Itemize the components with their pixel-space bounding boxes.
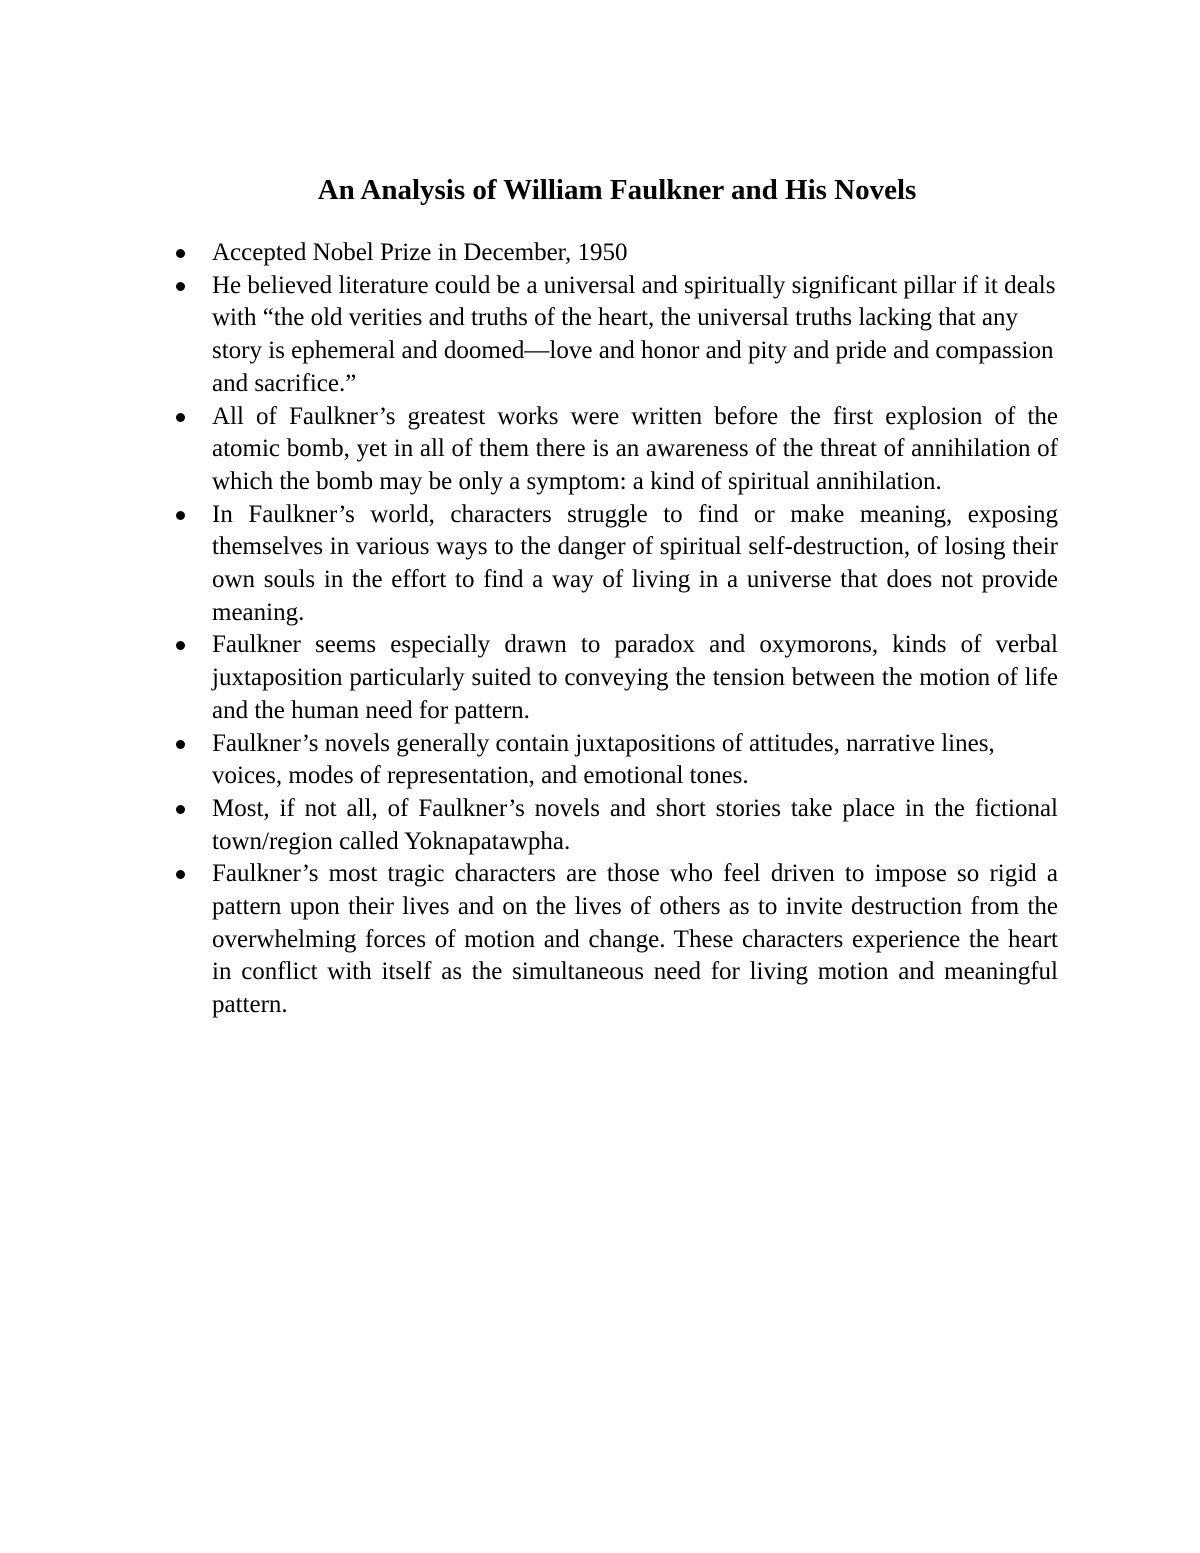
bullet-icon bbox=[176, 641, 185, 650]
bullet-icon bbox=[176, 870, 185, 879]
bullet-list bbox=[174, 237, 1058, 1022]
bullet-text: Accepted Nobel Prize in December, 1950 bbox=[212, 239, 628, 266]
bullet-item bbox=[174, 270, 1058, 401]
bullet-item bbox=[174, 499, 1058, 630]
bullet-text: Most, if not all, of Faulkner’s novels and short stories take place in the fictional town/region called Yoknapatawpha. bbox=[212, 794, 1058, 855]
bullet-icon bbox=[176, 805, 185, 814]
bullet-icon bbox=[176, 282, 185, 291]
bullet-icon bbox=[176, 511, 185, 520]
bullet-item bbox=[174, 629, 1058, 727]
bullet-item bbox=[174, 793, 1058, 858]
bullet-icon bbox=[176, 740, 185, 749]
document-title: An Analysis of William Faulkner and His Novels bbox=[317, 174, 917, 206]
bullet-item bbox=[174, 237, 1058, 270]
bullet-item bbox=[174, 401, 1058, 499]
bullet-text: Faulkner’s novels generally contain juxtapositions of attitudes, narrative lines, voices, modes of representation, and emotional tones. bbox=[212, 729, 995, 790]
bullet-icon bbox=[176, 413, 185, 422]
bullet-text: All of Faulkner’s greatest works were written before the first explosion of the atomic bomb, yet in all of them there is an awareness of the threat of annihilation of which the bomb may be only a symptom: a kind of spiritual annihilation. bbox=[212, 402, 1058, 495]
bullet-text: Faulkner seems especially drawn to paradox and oxymorons, kinds of verbal juxtaposition particularly suited to conveying the tension between the motion of life and the human need for pattern. bbox=[212, 631, 1058, 724]
bullet-text: Faulkner’s most tragic characters are those who feel driven to impose so rigid a pattern upon their lives and on the lives of others as to invite destruction from the overwhelming forces of motion and change. These characters experience the heart in conflict with itself as the simultaneous need for living motion and meaningful pattern. bbox=[212, 860, 1058, 1019]
bullet-text: He believed literature could be a universal and spiritually significant pillar if it deals with “the old verities and truths of the heart, the universal truths lacking that any story is ephemeral and doomed—love and honor and pity and pride and compassion and sacrifice.” bbox=[212, 271, 1056, 397]
bullet-item bbox=[174, 728, 1058, 793]
bullet-icon bbox=[176, 249, 185, 258]
bullet-item bbox=[174, 858, 1058, 1022]
bullet-text: In Faulkner’s world, characters struggle to find or make meaning, exposing themselves in various ways to the danger of spiritual self-destruction, of losing their own souls in the effort to find a way of living in a universe that does not provide meaning. bbox=[212, 500, 1058, 626]
